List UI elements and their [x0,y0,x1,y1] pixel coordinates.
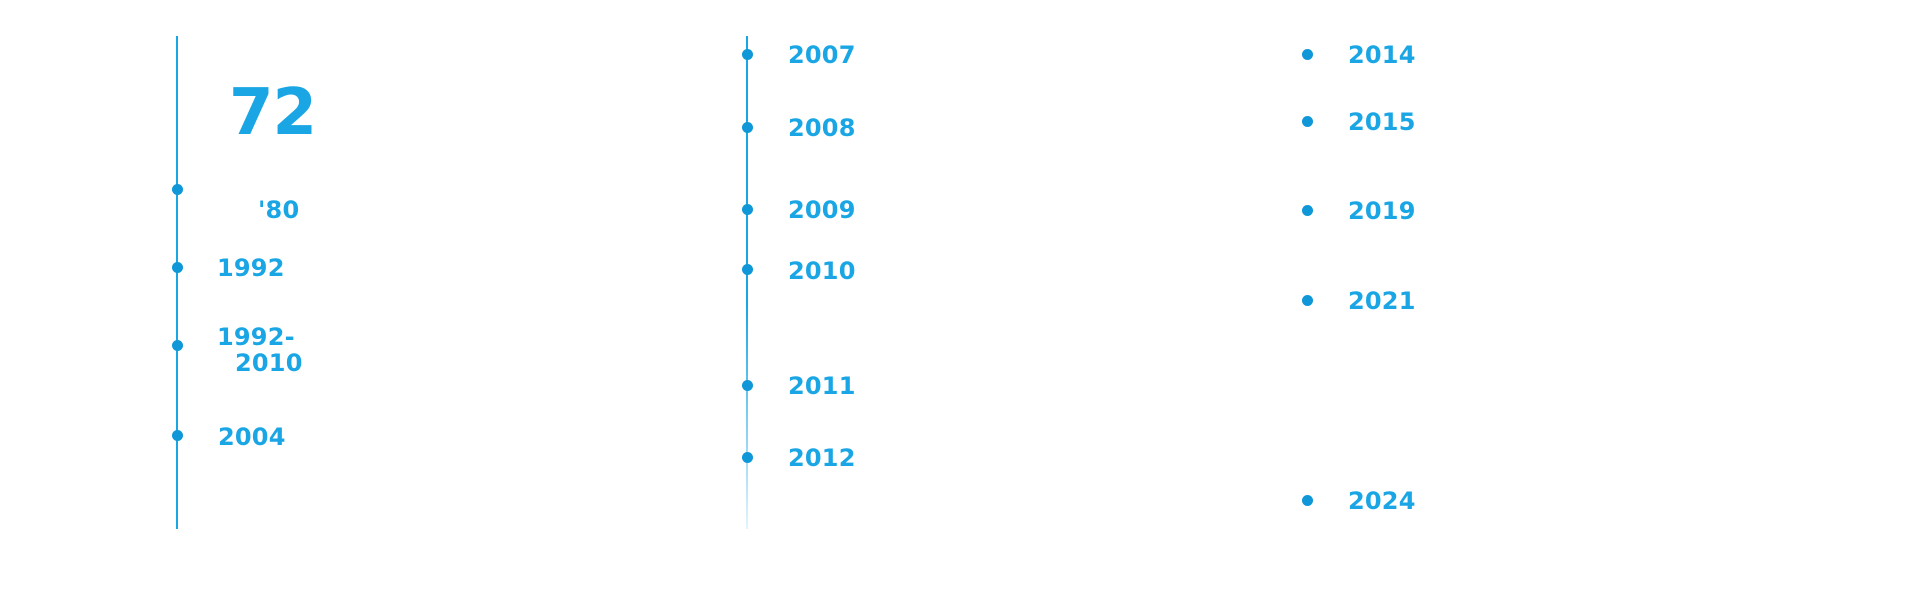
timeline-dot[interactable] [742,264,753,275]
timeline-year-2021: 2021 [1348,287,1416,315]
timeline-year-1992: 1992 [217,254,285,282]
timeline-year-1992-2010-line2: 2010 [235,349,303,377]
timeline-year-2007: 2007 [788,41,856,69]
timeline-year-2019: 2019 [1348,197,1416,225]
timeline-dot[interactable] [1302,495,1313,506]
timeline-year-1992-2010-line1: 1992- [217,323,295,351]
timeline-dot[interactable] [1302,295,1313,306]
timeline-dot[interactable] [742,380,753,391]
timeline-year-2024: 2024 [1348,487,1416,515]
timeline-dot[interactable] [1302,205,1313,216]
timeline-year-2009: 2009 [788,196,856,224]
timeline-dot[interactable] [742,204,753,215]
timeline-dot[interactable] [172,340,183,351]
timeline-dot[interactable] [742,49,753,60]
timeline-year-2010: 2010 [788,257,856,285]
timeline-line-1 [176,36,178,529]
big-number: 72 [229,76,317,150]
timeline-year-2011: 2011 [788,372,856,400]
timeline-dot[interactable] [172,430,183,441]
timeline-year-2012: 2012 [788,444,856,472]
timeline-year-80: '80 [258,196,300,224]
timeline-dot[interactable] [172,184,183,195]
timeline-dot[interactable] [1302,116,1313,127]
timeline-dot[interactable] [172,262,183,273]
timeline-dot[interactable] [742,122,753,133]
timeline-year-2015: 2015 [1348,108,1416,136]
timeline-dot[interactable] [1302,49,1313,60]
timeline-year-2014: 2014 [1348,41,1416,69]
timeline-year-2008: 2008 [788,114,856,142]
timeline-year-2004: 2004 [218,423,286,451]
timeline-dot[interactable] [742,452,753,463]
